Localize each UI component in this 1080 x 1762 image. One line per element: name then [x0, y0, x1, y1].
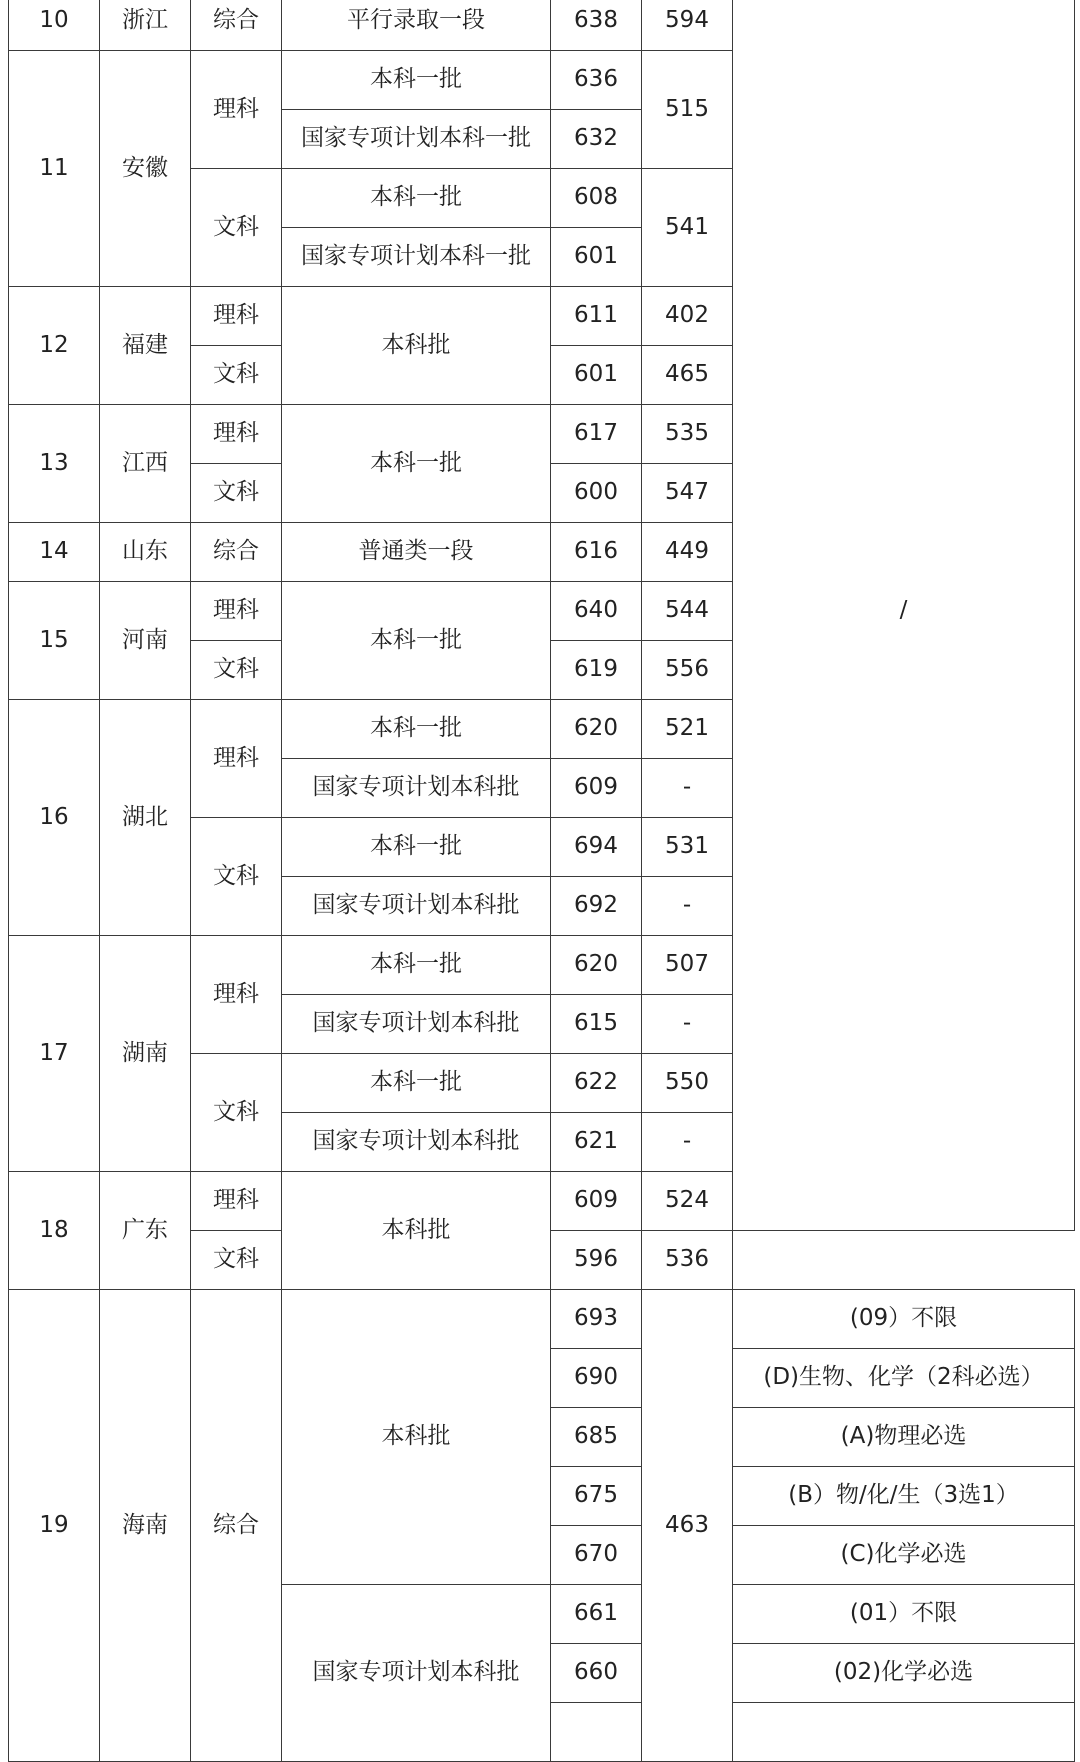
subject-type: 文科	[191, 346, 282, 405]
table-row	[9, 1290, 1075, 1349]
subject-type: 理科	[191, 51, 282, 169]
subject-type: 理科	[191, 582, 282, 641]
subject-type: 综合	[191, 0, 282, 51]
batch-line: 463	[642, 1290, 733, 1762]
batch-line: -	[642, 877, 733, 936]
admission-score: 596	[551, 1231, 642, 1290]
province-name: 湖北	[100, 700, 191, 936]
admission-score: 670	[551, 1526, 642, 1585]
admission-score: 609	[551, 759, 642, 818]
subject-requirement: /	[733, 0, 1075, 1231]
admission-score: 636	[551, 51, 642, 110]
admission-batch: 本科一批	[282, 818, 551, 877]
row-number: 15	[9, 582, 100, 700]
score-table	[8, 0, 1075, 1762]
batch-line: 531	[642, 818, 733, 877]
admission-score: 692	[551, 877, 642, 936]
subject-requirement	[733, 1703, 1075, 1762]
admission-batch: 国家专项计划本科批	[282, 995, 551, 1054]
subject-type: 理科	[191, 287, 282, 346]
admission-batch: 国家专项计划本科一批	[282, 228, 551, 287]
batch-line: -	[642, 759, 733, 818]
batch-line: 524	[642, 1172, 733, 1231]
admission-batch: 普通类一段	[282, 523, 551, 582]
batch-line: 465	[642, 346, 733, 405]
admission-score: 619	[551, 641, 642, 700]
batch-line: 507	[642, 936, 733, 995]
admission-batch: 本科一批	[282, 51, 551, 110]
admission-score: 640	[551, 582, 642, 641]
province-name: 福建	[100, 287, 191, 405]
subject-type: 理科	[191, 405, 282, 464]
province-name: 广东	[100, 1172, 191, 1290]
batch-line: -	[642, 1113, 733, 1172]
province-name: 湖南	[100, 936, 191, 1172]
admission-score: 600	[551, 464, 642, 523]
admission-score: 638	[551, 0, 642, 51]
subject-requirement: (01）不限	[733, 1585, 1075, 1644]
province-name: 河南	[100, 582, 191, 700]
batch-line: 535	[642, 405, 733, 464]
subject-type: 文科	[191, 818, 282, 936]
subject-type: 文科	[191, 1054, 282, 1172]
admission-score	[551, 1703, 642, 1762]
province-name: 浙江	[100, 0, 191, 51]
admission-score: 620	[551, 700, 642, 759]
batch-line: 594	[642, 0, 733, 51]
province-name: 山东	[100, 523, 191, 582]
admission-batch: 国家专项计划本科批	[282, 1585, 551, 1762]
subject-type: 综合	[191, 523, 282, 582]
batch-line: -	[642, 995, 733, 1054]
admission-score: 685	[551, 1408, 642, 1467]
admission-score: 621	[551, 1113, 642, 1172]
batch-line: 556	[642, 641, 733, 700]
row-number: 14	[9, 523, 100, 582]
admission-score: 690	[551, 1349, 642, 1408]
admission-score: 601	[551, 228, 642, 287]
subject-requirement: (C)化学必选	[733, 1526, 1075, 1585]
subject-requirement: (09）不限	[733, 1290, 1075, 1349]
batch-line: 550	[642, 1054, 733, 1113]
batch-line: 515	[642, 51, 733, 169]
admission-batch: 本科一批	[282, 1054, 551, 1113]
province-name: 安徽	[100, 51, 191, 287]
admission-batch: 本科批	[282, 1290, 551, 1585]
admission-score: 609	[551, 1172, 642, 1231]
subject-type: 文科	[191, 169, 282, 287]
admission-score: 622	[551, 1054, 642, 1113]
subject-type: 理科	[191, 936, 282, 1054]
subject-type: 文科	[191, 641, 282, 700]
table-row	[9, 0, 1075, 51]
subject-type: 文科	[191, 1231, 282, 1290]
province-name: 海南	[100, 1290, 191, 1762]
row-number: 13	[9, 405, 100, 523]
admission-score: 694	[551, 818, 642, 877]
admission-batch: 本科一批	[282, 700, 551, 759]
row-number: 11	[9, 51, 100, 287]
admission-score: 601	[551, 346, 642, 405]
admission-score: 693	[551, 1290, 642, 1349]
subject-type: 文科	[191, 464, 282, 523]
subject-type: 综合	[191, 1290, 282, 1762]
admission-batch: 平行录取一段	[282, 0, 551, 51]
row-number: 19	[9, 1290, 100, 1762]
admission-score: 617	[551, 405, 642, 464]
admission-batch: 本科批	[282, 1172, 551, 1290]
subject-requirement: (B）物/化/生（3选1）	[733, 1467, 1075, 1526]
subject-requirement: (A)物理必选	[733, 1408, 1075, 1467]
subject-requirement: (D)生物、化学（2科必选）	[733, 1349, 1075, 1408]
admission-score: 611	[551, 287, 642, 346]
subject-requirement: (02)化学必选	[733, 1644, 1075, 1703]
admission-batch: 本科批	[282, 287, 551, 405]
row-number: 10	[9, 0, 100, 51]
admission-batch: 国家专项计划本科一批	[282, 110, 551, 169]
batch-line: 536	[642, 1231, 733, 1290]
admission-score: 660	[551, 1644, 642, 1703]
batch-line: 547	[642, 464, 733, 523]
admission-score: 608	[551, 169, 642, 228]
admission-batch: 本科一批	[282, 582, 551, 700]
province-name: 江西	[100, 405, 191, 523]
admission-score: 675	[551, 1467, 642, 1526]
row-number: 12	[9, 287, 100, 405]
admission-batch: 本科一批	[282, 405, 551, 523]
batch-line: 402	[642, 287, 733, 346]
admission-batch: 本科一批	[282, 169, 551, 228]
admission-batch: 国家专项计划本科批	[282, 759, 551, 818]
admission-score: 616	[551, 523, 642, 582]
admission-score: 615	[551, 995, 642, 1054]
admission-batch: 国家专项计划本科批	[282, 877, 551, 936]
admission-score: 632	[551, 110, 642, 169]
batch-line: 541	[642, 169, 733, 287]
subject-type: 理科	[191, 700, 282, 818]
admission-score: 661	[551, 1585, 642, 1644]
admission-batch: 本科一批	[282, 936, 551, 995]
admission-batch: 国家专项计划本科批	[282, 1113, 551, 1172]
row-number: 16	[9, 700, 100, 936]
row-number: 17	[9, 936, 100, 1172]
subject-type: 理科	[191, 1172, 282, 1231]
row-number: 18	[9, 1172, 100, 1290]
batch-line: 544	[642, 582, 733, 641]
batch-line: 449	[642, 523, 733, 582]
admission-score: 620	[551, 936, 642, 995]
batch-line: 521	[642, 700, 733, 759]
